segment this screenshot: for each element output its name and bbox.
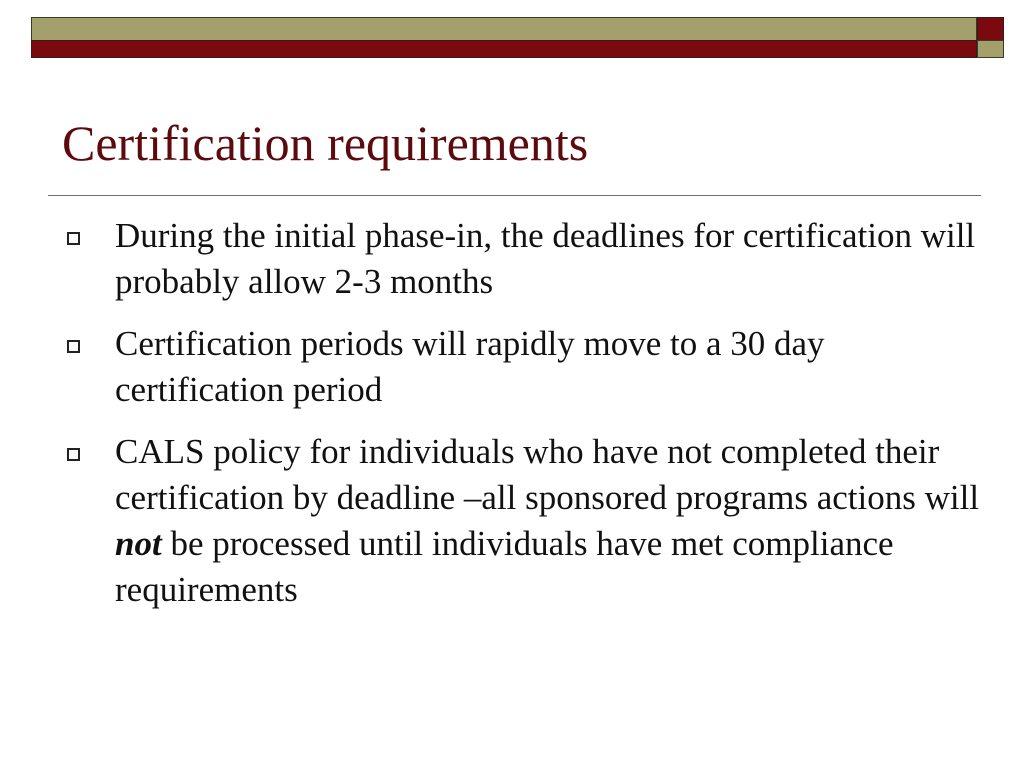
hollow-square-icon [67,340,80,353]
bullet-list [64,213,984,629]
bullet-text-after: be processed until individuals have met compliance requirements [115,524,894,609]
bullet-item [64,213,984,305]
bullet-text [115,432,979,609]
banner-olive-stripe [31,17,977,41]
bullet-text: During the initial phase-in, the deadlines for certification will probably allow 2-3 months [115,216,976,301]
banner-maroon-stripe [31,40,977,58]
hollow-square-icon [67,232,80,245]
bullet-emphasis: not [115,524,162,563]
bullet-item [64,429,984,613]
bullet-text: Certification periods will rapidly move to a 30 day certification period [115,324,825,409]
slide-title: Certification requirements [62,115,589,171]
bullet-item [64,321,984,413]
banner-corner-olive-block [977,40,1004,58]
title-divider [48,195,981,196]
bullet-text-before: CALS policy for individuals who have not completed their certification by deadline –all sponsored programs actions will [115,432,980,517]
banner-corner-maroon-block [977,17,1004,41]
hollow-square-icon [67,448,80,461]
